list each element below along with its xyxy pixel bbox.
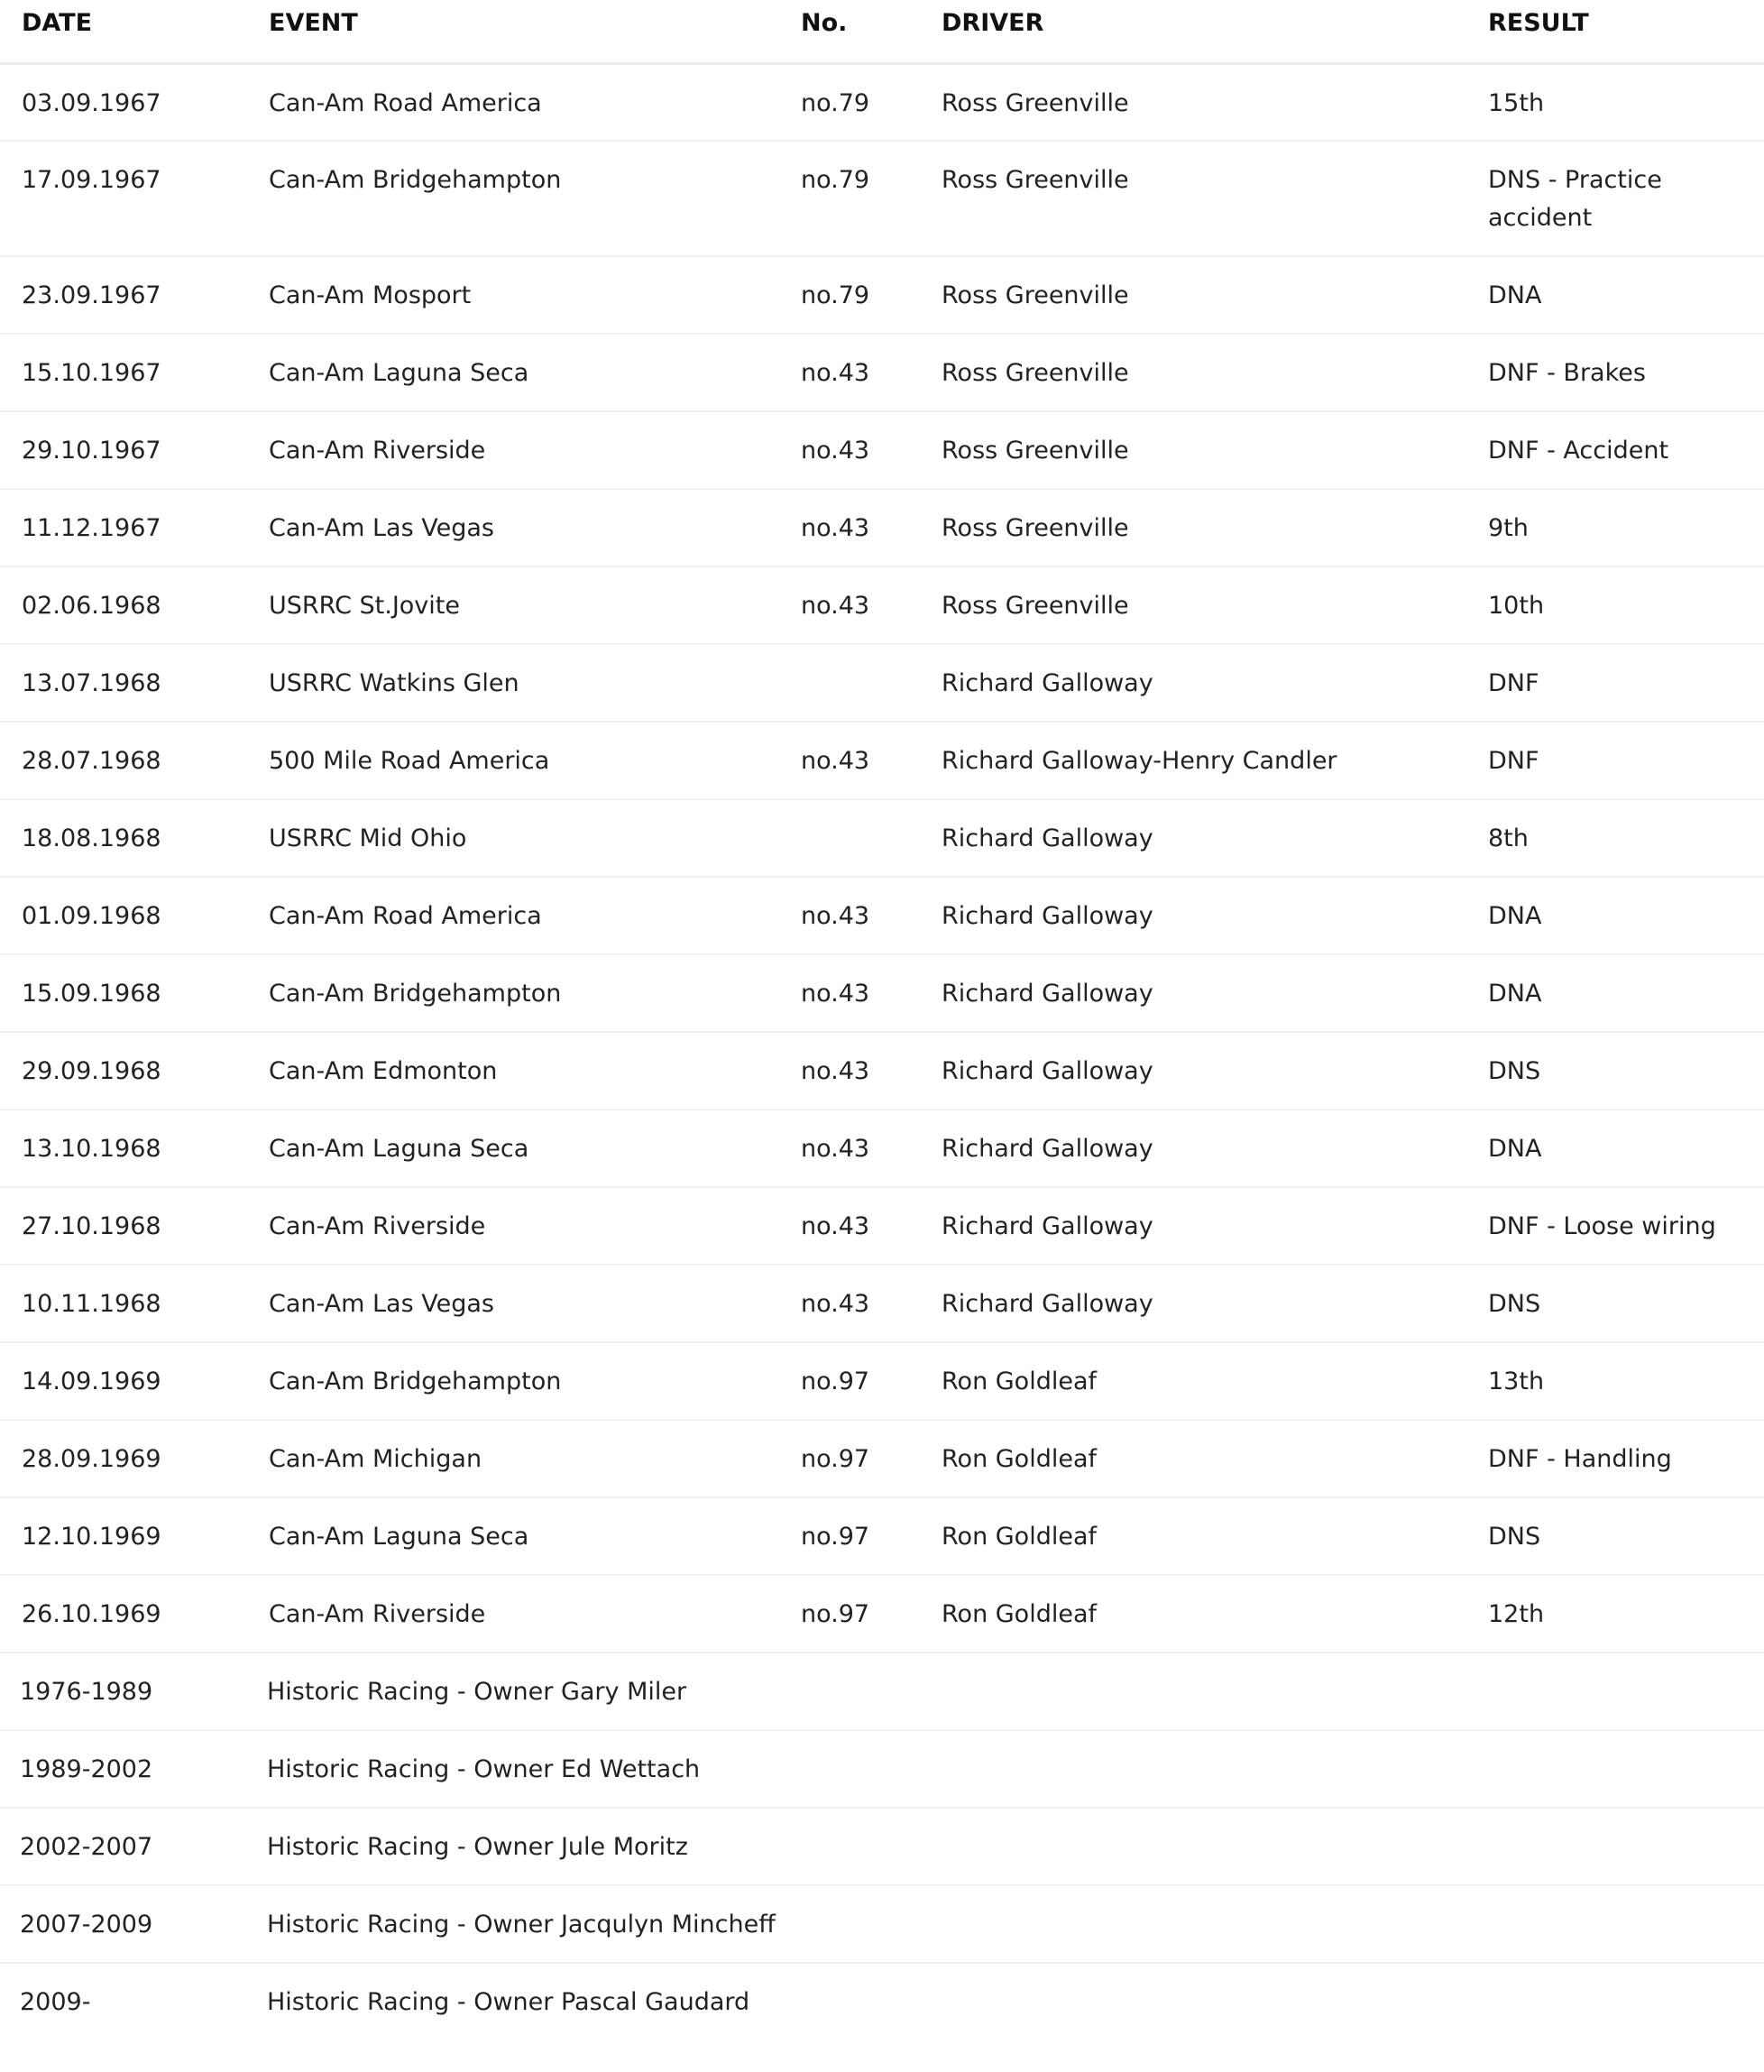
cell-no: no.97 bbox=[779, 1420, 920, 1497]
cell-event: Can-Am Bridgehampton bbox=[247, 1342, 779, 1420]
history-period: 2007-2009 bbox=[0, 1885, 247, 1963]
cell-result: DNA bbox=[1466, 256, 1764, 334]
cell-date: 12.10.1969 bbox=[0, 1497, 247, 1575]
cell-driver: Ron Goldleaf bbox=[920, 1342, 1466, 1420]
cell-date: 23.09.1967 bbox=[0, 256, 247, 334]
cell-date: 03.09.1967 bbox=[0, 63, 247, 141]
cell-no bbox=[779, 644, 920, 722]
cell-event: Can-Am Las Vegas bbox=[247, 489, 779, 566]
cell-no: no.43 bbox=[779, 1187, 920, 1265]
cell-event: Can-Am Mosport bbox=[247, 256, 779, 334]
cell-driver: Ron Goldleaf bbox=[920, 1575, 1466, 1653]
history-event: Historic Racing - Owner Gary Miler bbox=[247, 1653, 1764, 1730]
history-row bbox=[0, 1653, 1764, 1730]
cell-driver: Ron Goldleaf bbox=[920, 1420, 1466, 1497]
cell-no bbox=[779, 799, 920, 877]
cell-event: Can-Am Bridgehampton bbox=[247, 141, 779, 256]
cell-result: DNF - Handling bbox=[1466, 1420, 1764, 1497]
cell-no: no.79 bbox=[779, 63, 920, 141]
cell-no: no.43 bbox=[779, 489, 920, 566]
cell-driver: Richard Galloway bbox=[920, 954, 1466, 1032]
cell-event: USRRC St.Jovite bbox=[247, 566, 779, 644]
cell-driver: Ross Greenville bbox=[920, 256, 1466, 334]
history-row bbox=[0, 1963, 1764, 2040]
header-row bbox=[0, 0, 1764, 63]
cell-date: 15.10.1967 bbox=[0, 334, 247, 411]
cell-event: Can-Am Riverside bbox=[247, 1187, 779, 1265]
table-row bbox=[0, 644, 1764, 722]
cell-result: DNF bbox=[1466, 644, 1764, 722]
table-row bbox=[0, 1110, 1764, 1187]
table-row bbox=[0, 954, 1764, 1032]
cell-result: 10th bbox=[1466, 566, 1764, 644]
cell-result: DNA bbox=[1466, 877, 1764, 954]
cell-date: 13.10.1968 bbox=[0, 1110, 247, 1187]
history-row bbox=[0, 1808, 1764, 1885]
cell-date: 26.10.1969 bbox=[0, 1575, 247, 1653]
history-period: 1976-1989 bbox=[0, 1653, 247, 1730]
table-row bbox=[0, 1265, 1764, 1342]
table-row bbox=[0, 1497, 1764, 1575]
cell-result: DNF bbox=[1466, 722, 1764, 799]
cell-no: no.97 bbox=[779, 1575, 920, 1653]
cell-event: Can-Am Las Vegas bbox=[247, 1265, 779, 1342]
table-row bbox=[0, 1342, 1764, 1420]
table-row bbox=[0, 566, 1764, 644]
cell-date: 10.11.1968 bbox=[0, 1265, 247, 1342]
cell-result: DNS bbox=[1466, 1265, 1764, 1342]
cell-driver: Richard Galloway bbox=[920, 1110, 1466, 1187]
cell-event: Can-Am Road America bbox=[247, 877, 779, 954]
header-result: RESULT bbox=[1466, 0, 1764, 63]
cell-result: DNS - Practice accident bbox=[1466, 141, 1764, 256]
cell-date: 29.10.1967 bbox=[0, 411, 247, 489]
history-event: Historic Racing - Owner Pascal Gaudard bbox=[267, 1988, 750, 2016]
cell-no: no.43 bbox=[779, 877, 920, 954]
cell-result: 12th bbox=[1466, 1575, 1764, 1653]
cell-date: 01.09.1968 bbox=[0, 877, 247, 954]
cell-driver: Ross Greenville bbox=[920, 489, 1466, 566]
cell-result: 8th bbox=[1466, 799, 1764, 877]
table-row bbox=[0, 63, 1764, 141]
cell-date: 28.09.1969 bbox=[0, 1420, 247, 1497]
header-date: DATE bbox=[0, 0, 247, 63]
history-row bbox=[0, 1730, 1764, 1808]
cell-date: 17.09.1967 bbox=[0, 141, 247, 256]
cell-no: no.43 bbox=[779, 1032, 920, 1110]
cell-result: DNF - Accident bbox=[1466, 411, 1764, 489]
cell-result: DNS bbox=[1466, 1497, 1764, 1575]
cell-date: 02.06.1968 bbox=[0, 566, 247, 644]
table-row bbox=[0, 141, 1764, 256]
cell-result: DNA bbox=[1466, 1110, 1764, 1187]
history-event: Historic Racing - Owner Jule Moritz bbox=[247, 1808, 1764, 1885]
table-row bbox=[0, 1032, 1764, 1110]
cell-result: 13th bbox=[1466, 1342, 1764, 1420]
cell-no: no.97 bbox=[779, 1497, 920, 1575]
cell-driver: Richard Galloway bbox=[920, 799, 1466, 877]
cell-no: no.43 bbox=[779, 1110, 920, 1187]
cell-event: Can-Am Riverside bbox=[247, 1575, 779, 1653]
cell-driver: Richard Galloway bbox=[920, 1187, 1466, 1265]
cell-no: no.43 bbox=[779, 566, 920, 644]
cell-driver: Ross Greenville bbox=[920, 63, 1466, 141]
table-row bbox=[0, 489, 1764, 566]
header-event: EVENT bbox=[247, 0, 779, 63]
cell-date: 15.09.1968 bbox=[0, 954, 247, 1032]
cell-no: no.43 bbox=[779, 411, 920, 489]
cell-event: Can-Am Laguna Seca bbox=[247, 1497, 779, 1575]
cell-no: no.97 bbox=[779, 1342, 920, 1420]
cell-driver: Ross Greenville bbox=[920, 334, 1466, 411]
cell-no: no.79 bbox=[779, 256, 920, 334]
cell-event: USRRC Mid Ohio bbox=[247, 799, 779, 877]
table-row bbox=[0, 799, 1764, 877]
cell-no: no.43 bbox=[779, 334, 920, 411]
header-no: No. bbox=[779, 0, 920, 63]
cell-date: 29.09.1968 bbox=[0, 1032, 247, 1110]
cell-no: no.79 bbox=[779, 141, 920, 256]
table-body bbox=[0, 63, 1764, 2040]
cell-driver: Richard Galloway-Henry Candler bbox=[920, 722, 1466, 799]
cell-event: Can-Am Michigan bbox=[247, 1420, 779, 1497]
cell-no: no.43 bbox=[779, 1265, 920, 1342]
history-event: Historic Racing - Owner Ed Wettach bbox=[247, 1730, 1764, 1808]
table-row bbox=[0, 877, 1764, 954]
table-row bbox=[0, 1187, 1764, 1265]
cell-no: no.43 bbox=[779, 954, 920, 1032]
history-event: Historic Racing - Owner Jacqulyn Mincheff bbox=[247, 1885, 1764, 1963]
cell-date: 28.07.1968 bbox=[0, 722, 247, 799]
cell-event: 500 Mile Road America bbox=[247, 722, 779, 799]
cell-driver: Richard Galloway bbox=[920, 1032, 1466, 1110]
cell-driver: Richard Galloway bbox=[920, 1265, 1466, 1342]
cell-result: 9th bbox=[1466, 489, 1764, 566]
cell-result: DNA bbox=[1466, 954, 1764, 1032]
cell-event: Can-Am Road America bbox=[247, 63, 779, 141]
history-period: 2002-2007 bbox=[0, 1808, 247, 1885]
table-row bbox=[0, 722, 1764, 799]
table-row bbox=[0, 256, 1764, 334]
cell-driver: Richard Galloway bbox=[920, 644, 1466, 722]
table-header bbox=[0, 0, 1764, 63]
cell-date: 18.08.1968 bbox=[0, 799, 247, 877]
cell-date: 11.12.1967 bbox=[0, 489, 247, 566]
cell-event: Can-Am Laguna Seca bbox=[247, 334, 779, 411]
cell-result: DNF - Brakes bbox=[1466, 334, 1764, 411]
history-period: 1989-2002 bbox=[0, 1730, 247, 1808]
table-row bbox=[0, 334, 1764, 411]
cell-no: no.43 bbox=[779, 722, 920, 799]
header-driver: DRIVER bbox=[920, 0, 1466, 63]
cell-date: 14.09.1969 bbox=[0, 1342, 247, 1420]
table-row bbox=[0, 1420, 1764, 1497]
cell-date: 27.10.1968 bbox=[0, 1187, 247, 1265]
cell-driver: Ross Greenville bbox=[920, 141, 1466, 256]
cell-driver: Ross Greenville bbox=[920, 566, 1466, 644]
cell-result: 15th bbox=[1466, 63, 1764, 141]
cell-event: Can-Am Riverside bbox=[247, 411, 779, 489]
cell-event: Can-Am Laguna Seca bbox=[247, 1110, 779, 1187]
cell-driver: Richard Galloway bbox=[920, 877, 1466, 954]
cell-date: 13.07.1968 bbox=[0, 644, 247, 722]
table-row bbox=[0, 411, 1764, 489]
cell-driver: Ron Goldleaf bbox=[920, 1497, 1466, 1575]
cell-event: Can-Am Edmonton bbox=[247, 1032, 779, 1110]
history-period: 2009- bbox=[20, 1988, 91, 2016]
cell-event: Can-Am Bridgehampton bbox=[247, 954, 779, 1032]
table-row bbox=[0, 1575, 1764, 1653]
history-row bbox=[0, 1885, 1764, 1963]
cell-event: USRRC Watkins Glen bbox=[247, 644, 779, 722]
cell-result: DNS bbox=[1466, 1032, 1764, 1110]
cell-driver: Ross Greenville bbox=[920, 411, 1466, 489]
cell-result: DNF - Loose wiring bbox=[1466, 1187, 1764, 1265]
